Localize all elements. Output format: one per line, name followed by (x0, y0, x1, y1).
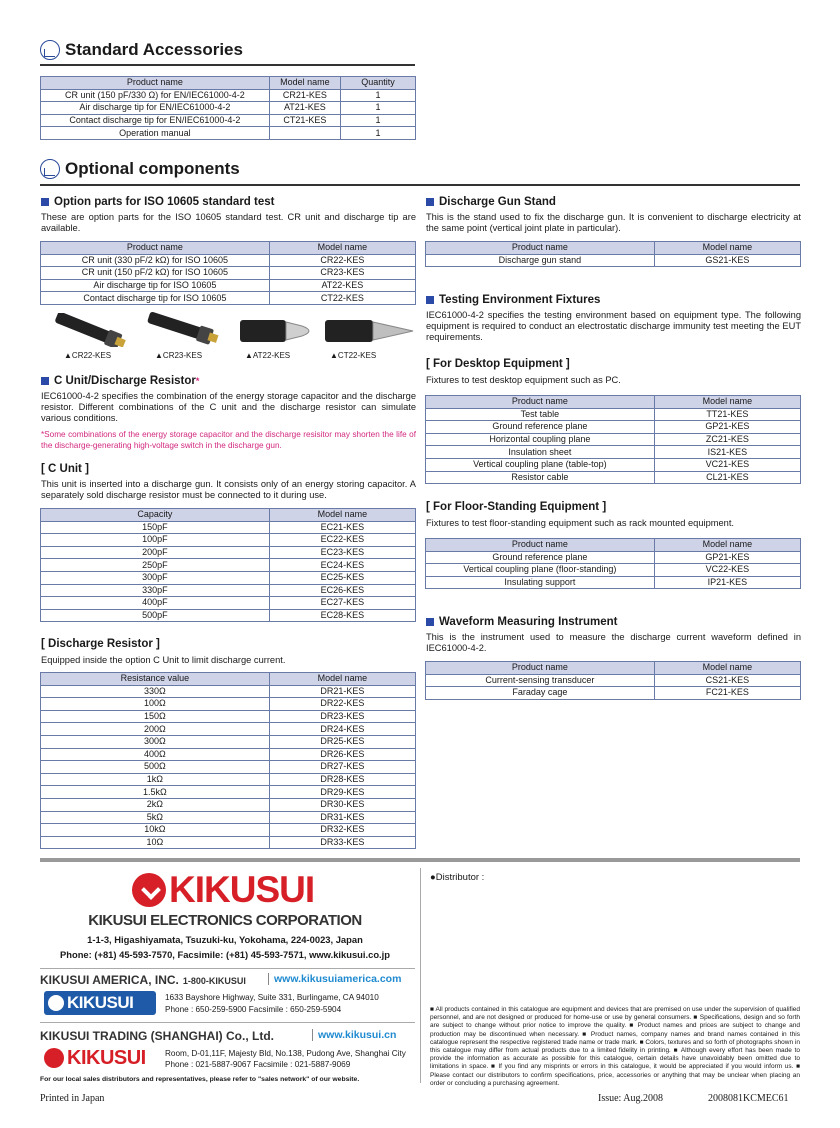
table-cell: VC21-KES (654, 458, 800, 471)
table-cell: 1 (341, 114, 416, 127)
table-cell: GP21-KES (654, 421, 800, 434)
table-cell: Air discharge tip for EN/IEC61000-4-2 (41, 102, 270, 115)
desktop-desc: Fixtures to test desktop equipment such as PC. (426, 375, 621, 385)
table-cell: 100Ω (41, 698, 270, 711)
section-rule (40, 184, 800, 186)
table-cell: 150Ω (41, 710, 270, 723)
desktop-heading: [ For Desktop Equipment ] (426, 358, 570, 370)
footer-divider (420, 868, 421, 1083)
table-cell: AT21-KES (269, 102, 340, 115)
cunit-heading: [ C Unit ] (41, 463, 89, 475)
table-row (426, 458, 801, 471)
photo-caption: ▲CR22-KES (64, 351, 112, 360)
table-cell: CR23-KES (269, 267, 415, 280)
table-cell: DR28-KES (269, 773, 415, 786)
table-cell: CS21-KES (654, 674, 800, 687)
table-cell: DR31-KES (269, 811, 415, 824)
table-cell: IP21-KES (654, 576, 800, 589)
table-cell: EC26-KES (269, 584, 415, 597)
table-cell: DR24-KES (269, 723, 415, 736)
column-header: Resistance value (41, 673, 270, 686)
table-row (41, 723, 416, 736)
table-cell: 10Ω (41, 836, 270, 849)
table-cell: FC21-KES (654, 687, 800, 700)
table-cell: CR22-KES (269, 254, 415, 267)
table-cell: 300Ω (41, 735, 270, 748)
product-photo-ct22 (323, 317, 415, 345)
table-cell: DR25-KES (269, 735, 415, 748)
table-cell: 1 (341, 89, 416, 102)
table-cell: DR33-KES (269, 836, 415, 849)
table-header-row (426, 242, 801, 255)
table-header-row (41, 242, 416, 255)
america-tollfree: 1-800-KIKUSUI (182, 976, 246, 986)
column-header: Product name (426, 242, 655, 255)
america-block (40, 968, 415, 1018)
table-cell: DR21-KES (269, 685, 415, 698)
table-row (41, 609, 416, 622)
kikusui-mark-icon (40, 159, 60, 179)
table-cell: Ground reference plane (426, 421, 655, 434)
table-cell: CR21-KES (269, 89, 340, 102)
table-cell: EC22-KES (269, 534, 415, 547)
table-header-row (41, 509, 416, 522)
table-cell: CR unit (330 pF/2 kΩ) for ISO 10605 (41, 254, 270, 267)
table-cell: 200Ω (41, 723, 270, 736)
table-cell: 400Ω (41, 748, 270, 761)
gun-stand-desc: This is the stand used to fix the discharge gun. It is convenient to discharge electricity at the same point (vertical joint plate in particular). (426, 212, 801, 234)
table-cell: CT22-KES (269, 292, 415, 305)
table-cell: 100pF (41, 534, 270, 547)
bullet-square-icon (426, 296, 434, 304)
table-cell: IS21-KES (654, 446, 800, 459)
floor-desc: Fixtures to test floor-standing equipment such as rack mounted equipment. (426, 518, 734, 528)
table-cell: VC22-KES (654, 564, 800, 577)
table-header-row (41, 673, 416, 686)
desktop-table (425, 395, 801, 484)
column-header: Model name (269, 673, 415, 686)
waveform-heading: Waveform Measuring Instrument (426, 616, 618, 628)
table-cell: EC21-KES (269, 521, 415, 534)
gun-stand-table (425, 241, 801, 267)
table-row (41, 292, 416, 305)
table-cell: 2kΩ (41, 798, 270, 811)
table-cell: GP21-KES (654, 551, 800, 564)
america-phone: Phone : 650-259-5900 Facsimile : 650-259-5904 (165, 1005, 342, 1014)
resistor-desc: Equipped inside the option C Unit to limit discharge current. (41, 655, 286, 665)
column-header: Product name (426, 662, 655, 675)
table-cell: Operation manual (41, 127, 270, 140)
bullet-square-icon (41, 198, 49, 206)
standard-accessories-table (40, 76, 416, 140)
waveform-table (425, 661, 801, 700)
table-cell: EC23-KES (269, 546, 415, 559)
bullet-square-icon (426, 198, 434, 206)
table-cell: 200pF (41, 546, 270, 559)
column-header: Product name (426, 396, 655, 409)
table-row (41, 254, 416, 267)
table-row (426, 576, 801, 589)
table-cell: Resistor cable (426, 471, 655, 484)
table-row (41, 773, 416, 786)
waveform-desc: This is the instrument used to measure the discharge current waveform defined in IEC61000-4-2. (426, 632, 801, 654)
gun-stand-heading: Discharge Gun Stand (426, 196, 556, 208)
column-header: Quantity (341, 77, 416, 90)
kikusui-logo-text: KIKUSUI (169, 869, 315, 910)
footer-rule (40, 858, 800, 862)
column-header: Model name (269, 242, 415, 255)
table-cell: CR unit (150 pF/2 kΩ) for ISO 10605 (41, 267, 270, 280)
table-cell (269, 127, 340, 140)
table-row (41, 811, 416, 824)
table-row (41, 102, 416, 115)
section-rule (40, 64, 415, 66)
table-row (41, 521, 416, 534)
column-header: Product name (41, 242, 270, 255)
table-cell: Discharge gun stand (426, 254, 655, 267)
table-row (41, 127, 416, 140)
disclaimer: ■ All products contained in this catalogue are equipment and devices that are premised on use under the supervision of qualified personnel, and are not designed or produced for home-use or use by general consumers. ■ Specifications, design and so forth are subject to change without prior notice to improve the quality. ■ Product names and prices are subject to change and production may be discontinued when necessary. ■ Product names, company names and brand names contained in this catalogue represent the respective registered trade name or trade mark. ■ Colors, textures and so forth of photographs shown in this catalogue may differ from actual products due to a limited fidelity in printing. ■ Although every effort has been made to provide the information as accurate as possible for this catalogue, certain details have unavoidably been omitted due to limitations in space. ■ If you find any misprints or errors in this catalogue, it would be appreciated if you would inform us. ■ Please contact our distributors to confirm specifications, price, accessories or anything that may be unclear when placing an order or concluding a purchasing agreement. (430, 1006, 800, 1087)
table-cell: 330pF (41, 584, 270, 597)
resistor-heading: [ Discharge Resistor ] (41, 638, 160, 650)
corp-name: KIKUSUI ELECTRONICS CORPORATION (88, 912, 362, 929)
table-row (41, 267, 416, 280)
table-row (41, 114, 416, 127)
table-row (426, 408, 801, 421)
column-header: Product name (426, 539, 655, 552)
standard-accessories-title: Standard Accessories (40, 40, 243, 60)
test-env-desc: IEC61000-4-2 specifies the testing environment based on equipment type. The following equipment is required to conduct an electrostatic discharge immunity test meeting the EUT requirements. (426, 310, 801, 343)
table-row (41, 559, 416, 572)
kikusui-logo-mark-icon (44, 1048, 64, 1068)
table-row (41, 534, 416, 547)
table-cell: EC28-KES (269, 609, 415, 622)
photo-caption: ▲CT22-KES (330, 351, 377, 360)
table-cell: 1 (341, 127, 416, 140)
photo-caption: ▲CR23-KES (155, 351, 203, 360)
issue-date: Issue: Aug.2008 (598, 1093, 663, 1104)
table-row (41, 798, 416, 811)
table-row (426, 421, 801, 434)
table-cell: Insulation sheet (426, 446, 655, 459)
table-cell: 500Ω (41, 761, 270, 774)
test-env-heading: Testing Environment Fixtures (426, 294, 600, 306)
product-photo-cr23 (143, 311, 223, 345)
table-cell: 500pF (41, 609, 270, 622)
table-cell: EC24-KES (269, 559, 415, 572)
table-cell: Vertical coupling plane (floor-standing) (426, 564, 655, 577)
corp-phone: Phone: (+81) 45-593-7570, Facsimile: (+81) 45-593-7571, www.kikusui.co.jp (59, 949, 390, 960)
table-row (426, 564, 801, 577)
catalog-code: 2008081KCMEC61 (708, 1093, 789, 1104)
cunit-table (40, 508, 416, 622)
corp-address: 1-1-3, Higashiyamata, Tsuzuki-ku, Yokohama, 224-0023, Japan (87, 934, 363, 945)
table-header-row (426, 662, 801, 675)
table-row (41, 710, 416, 723)
kikusui-logo (132, 869, 315, 910)
optional-components-title: Optional components (40, 159, 240, 179)
bullet-square-icon (41, 377, 49, 385)
table-row (41, 597, 416, 610)
iso10605-table (40, 241, 416, 305)
table-row (426, 551, 801, 564)
table-cell: 150pF (41, 521, 270, 534)
table-row (41, 735, 416, 748)
cunit-resistor-desc: IEC61000-4-2 specifies the combination of the energy storage capacitor and the discharge resistor. Different combinations of the C unit and the discharge resistor can simulate various conditions. (41, 391, 416, 424)
table-cell: Insulating support (426, 576, 655, 589)
table-row (426, 433, 801, 446)
cunit-desc: This unit is inserted into a discharge gun. It consists only of an energy storing capacitor. A separately sold discharge resistor must be connected to it during use. (41, 479, 416, 501)
table-row (41, 761, 416, 774)
kikusui-mark-icon (40, 40, 60, 60)
table-cell: TT21-KES (654, 408, 800, 421)
table-cell: 250pF (41, 559, 270, 572)
table-cell: Contact discharge tip for ISO 10605 (41, 292, 270, 305)
kikusui-america-logo: KIKUSUI (44, 991, 156, 1015)
table-cell: CR unit (150 pF/330 Ω) for EN/IEC61000-4-2 (41, 89, 270, 102)
table-row (41, 89, 416, 102)
table-cell: 5kΩ (41, 811, 270, 824)
table-cell: EC27-KES (269, 597, 415, 610)
table-cell: GS21-KES (654, 254, 800, 267)
table-cell: 1.5kΩ (41, 786, 270, 799)
america-address: 1633 Bayshore Highway, Suite 331, Burlingame, CA 94010 (165, 993, 379, 1002)
kikusui-logo-mark-icon (132, 873, 166, 907)
table-cell: DR23-KES (269, 710, 415, 723)
table-cell: 400pF (41, 597, 270, 610)
table-cell: DR30-KES (269, 798, 415, 811)
shanghai-phone: Phone : 021-5887-9067 Facsimile : 021-5887-9069 (165, 1060, 351, 1069)
column-header: Model name (269, 509, 415, 522)
table-header-row (426, 539, 801, 552)
photo-caption: ▲AT22-KES (245, 351, 291, 360)
table-cell: DR29-KES (269, 786, 415, 799)
table-row (426, 446, 801, 459)
table-row (41, 748, 416, 761)
shanghai-block (40, 1022, 415, 1074)
printed-in: Printed in Japan (40, 1093, 105, 1104)
table-cell: ZC21-KES (654, 433, 800, 446)
table-cell: CL21-KES (654, 471, 800, 484)
table-cell: 1 (341, 102, 416, 115)
floor-heading: [ For Floor-Standing Equipment ] (426, 501, 607, 513)
column-header: Capacity (41, 509, 270, 522)
shanghai-name: KIKUSUI TRADING (SHANGHAI) Co., Ltd. (40, 1029, 274, 1043)
america-web-link[interactable]: www.kikusuiamerica.com (268, 973, 401, 985)
table-row (41, 546, 416, 559)
product-photo-cr22 (50, 313, 130, 347)
table-cell: DR22-KES (269, 698, 415, 711)
table-cell: DR26-KES (269, 748, 415, 761)
table-row (426, 687, 801, 700)
table-cell: AT22-KES (269, 279, 415, 292)
kikusui-logo-mark-icon (48, 995, 64, 1011)
cunit-resistor-note: *Some combinations of the energy storage capacitor and the discharge resisitor may shorten the life of the discharge-generating high-voltage switch in the discharge gun. (41, 430, 416, 450)
table-header-row (426, 396, 801, 409)
table-cell: Vertical coupling plane (table-top) (426, 458, 655, 471)
table-cell: DR27-KES (269, 761, 415, 774)
table-row (41, 836, 416, 849)
column-header: Model name (654, 396, 800, 409)
table-cell: EC25-KES (269, 571, 415, 584)
table-cell: Ground reference plane (426, 551, 655, 564)
table-cell: Contact discharge tip for EN/IEC61000-4-2 (41, 114, 270, 127)
table-cell: Air discharge tip for ISO 10605 (41, 279, 270, 292)
bullet-square-icon (426, 618, 434, 626)
local-distributor-note: For our local sales distributors and representatives, please refer to "sales network" of our website. (40, 1076, 360, 1083)
iso10605-heading: Option parts for ISO 10605 standard test (41, 196, 274, 208)
table-row (41, 824, 416, 837)
table-cell: Current-sensing transducer (426, 674, 655, 687)
table-row (41, 279, 416, 292)
table-row (41, 786, 416, 799)
distributor-label: ●Distributor : (430, 872, 485, 883)
column-header: Model name (654, 662, 800, 675)
cunit-resistor-heading: C Unit/Discharge Resistor * (41, 375, 199, 387)
kikusui-shanghai-logo: KIKUSUI (44, 1047, 156, 1069)
table-cell: CT21-KES (269, 114, 340, 127)
table-cell: Faraday cage (426, 687, 655, 700)
column-header: Model name (654, 539, 800, 552)
table-cell: 10kΩ (41, 824, 270, 837)
table-header-row (41, 77, 416, 90)
shanghai-address: Room, D-01,11F, Majesty Bld, No.138, Pudong Ave, Shanghai City (165, 1049, 406, 1058)
table-row (426, 254, 801, 267)
table-row (41, 698, 416, 711)
table-cell: 330Ω (41, 685, 270, 698)
floor-table (425, 538, 801, 589)
table-row (426, 674, 801, 687)
table-cell: 1kΩ (41, 773, 270, 786)
table-row (41, 584, 416, 597)
table-cell: DR32-KES (269, 824, 415, 837)
table-cell: Test table (426, 408, 655, 421)
table-row (41, 571, 416, 584)
column-header: Product name (41, 77, 270, 90)
iso10605-desc: These are option parts for the ISO 10605 standard test. CR unit and discharge tip are available. (41, 212, 416, 234)
table-cell: 300pF (41, 571, 270, 584)
table-row (426, 471, 801, 484)
column-header: Model name (654, 242, 800, 255)
table-row (41, 685, 416, 698)
product-photo-at22 (238, 317, 318, 345)
america-name: KIKUSUI AMERICA, INC. (40, 973, 179, 987)
column-header: Model name (269, 77, 340, 90)
resistor-table (40, 672, 416, 849)
table-cell: Horizontal coupling plane (426, 433, 655, 446)
shanghai-web-link[interactable]: www.kikusui.cn (312, 1029, 396, 1041)
